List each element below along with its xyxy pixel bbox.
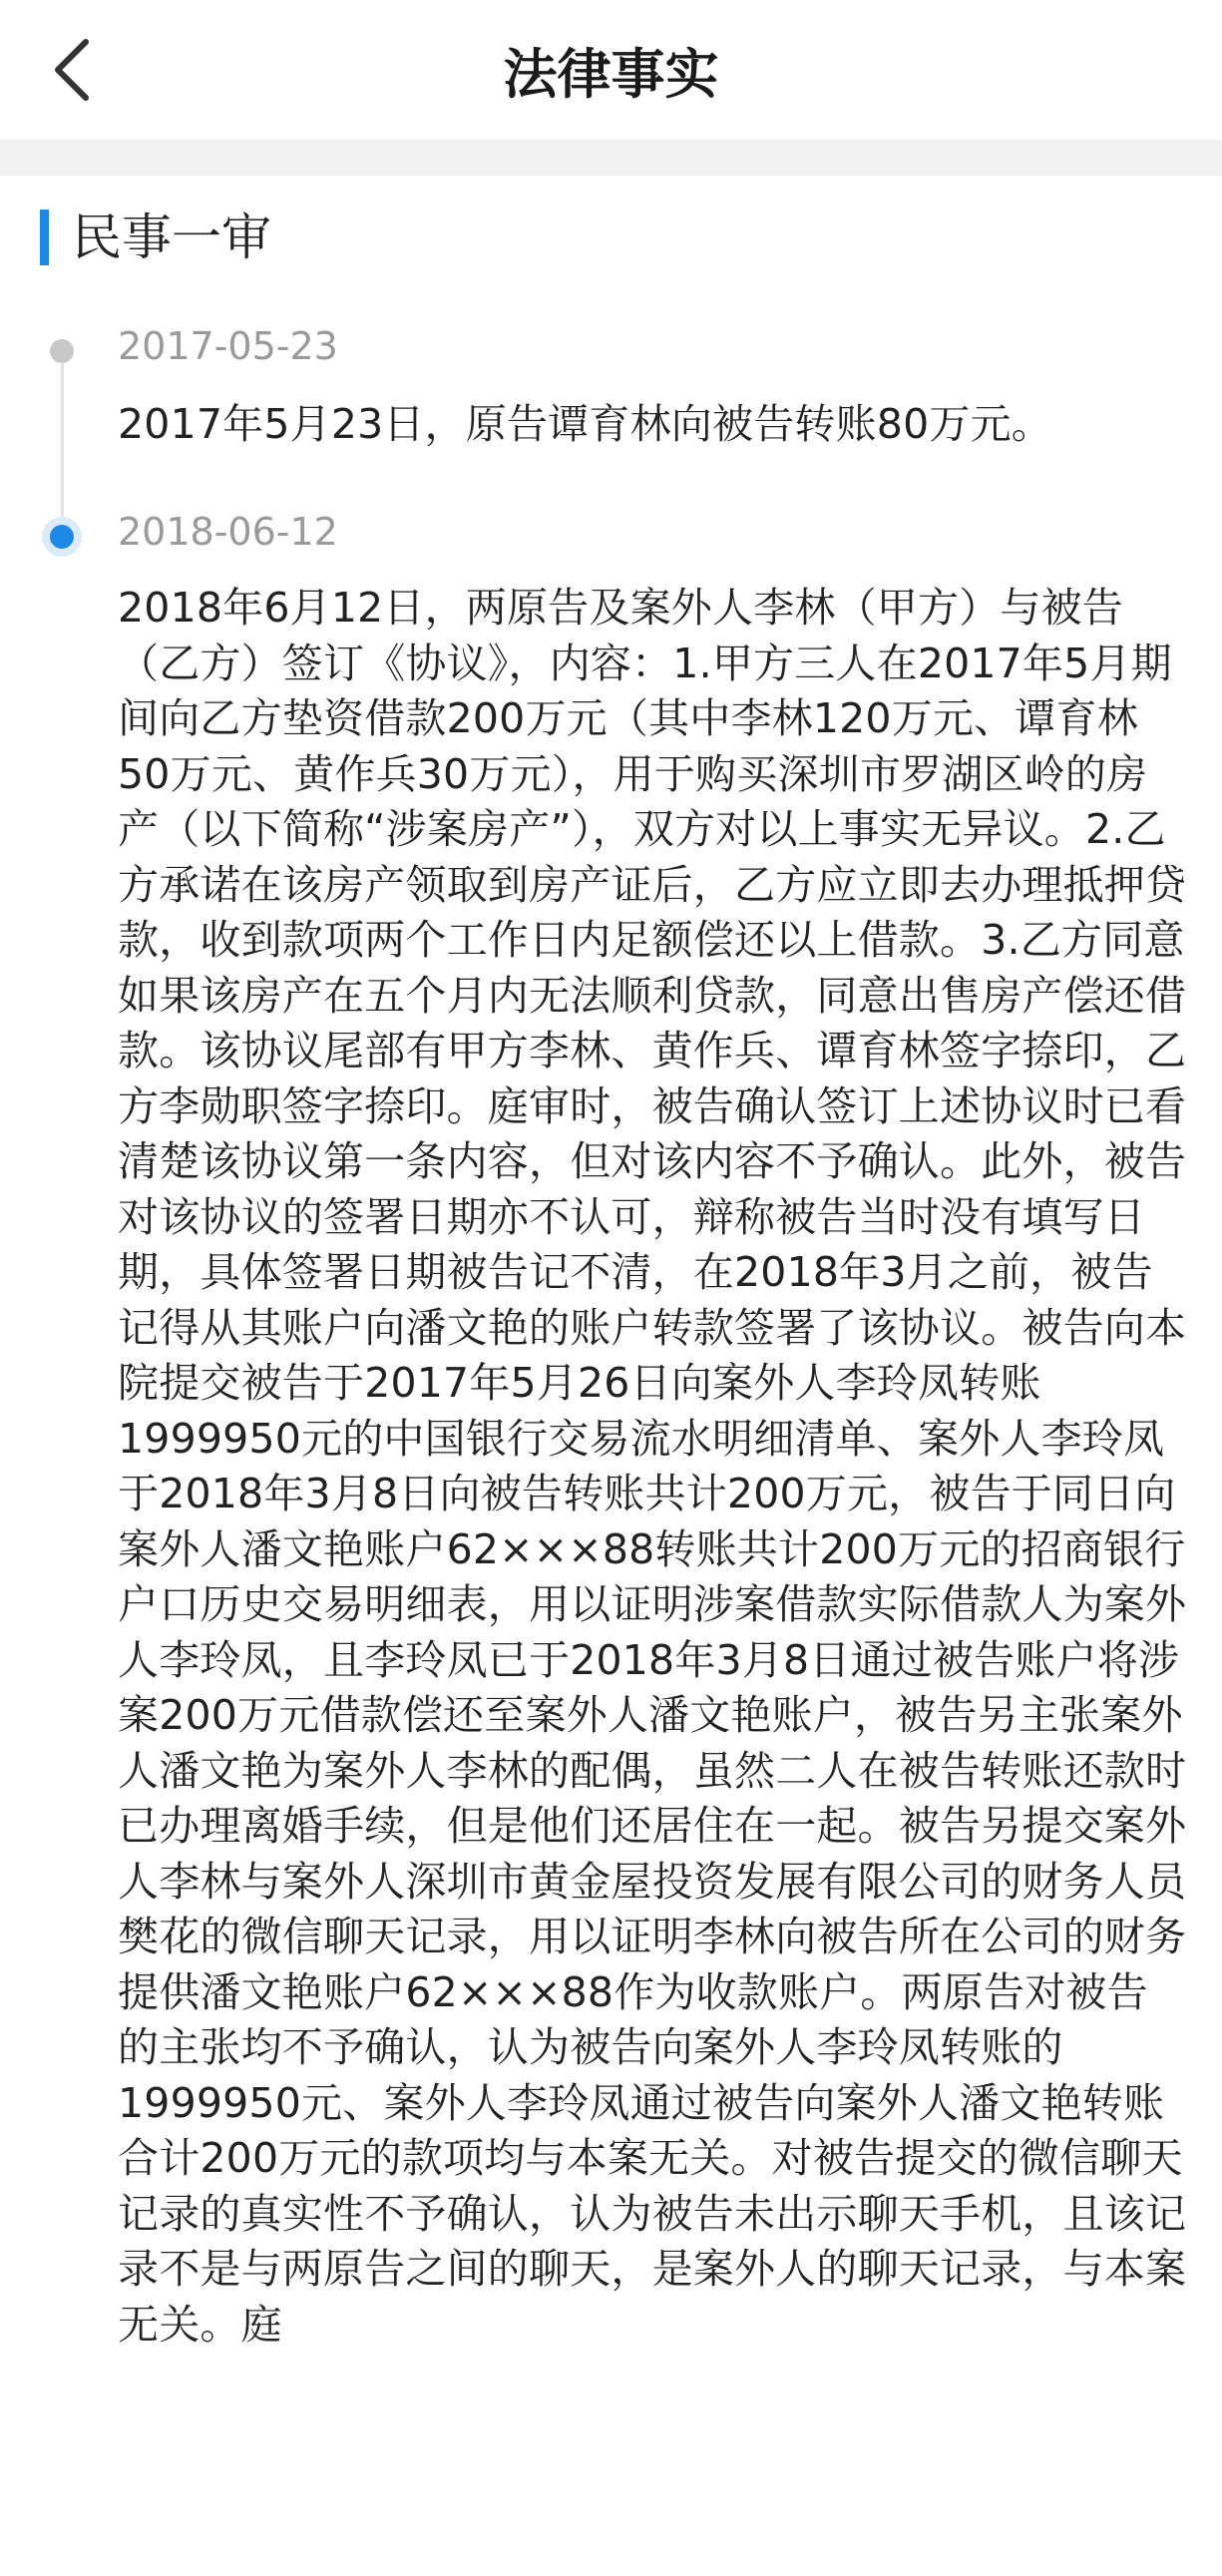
- section-title: 民事一审: [72, 209, 271, 266]
- section-header: [40, 208, 1137, 267]
- navigation-bar: [0, 0, 1222, 140]
- timeline-dot-active: [50, 525, 74, 549]
- page-title: 法律事实: [503, 43, 719, 106]
- timeline-entry-text: 2018年6月12日，两原告及案外人李林（甲方）与被告（乙方）签订《协议》，内容：1.甲方三人在2017年5月期间向乙方垫资借款200万元（其中李林120万元、谭育林50万元、黄作兵30万元），用于购买深圳市罗湖区岭的房产（以下简称“涉案房产”），双方对以上事实无异议。2.乙方承诺在该房产领取到房产证后，乙方应立即去办理抵押贷款，收到款项两个工作日内足额偿还以上借款。3.乙方同意如果该房产在五个月内无法顺利贷款，同意出售房产偿还借款。该协议尾部有甲方李林、黄作兵、谭育林签字捺印，乙方李勋职签字捺印。庭审时，被告确认签订上述协议时已看清楚该协议第一条内容，但对该内容不予确认。此外，被告对该协议的签署日期亦不认可，辩称被告当时没有填写日期，具体签署日期被告记不清，在2018年3月之前，被告记得从其账户向潘文艳的账户转款签署了该协议。被告向本院提交被告于2017年5月26日向案外人李玲凤转账1999950元的中国银行交易流水明细清单、案外人李玲凤于2018年3月8日向被告转账共计200万元，被告于同日向案外人潘文艳账户62×××88转账共计200万元的招商银行户口历史交易明细表，用以证明涉案借款实际借款人为案外人李玲凤，且李玲凤已于2018年3月8日通过被告账户将涉案200万元借款偿还至案外人潘文艳账户，被告另主张案外人潘文艳为案外人李林的配偶，虽然二人在被告转账还款时已办理离婚手续，但是他们还居住在一起。被告另提交案外人李林与案外人深圳市黄金屋投资发展有限公司的财务人员樊花的微信聊天记录，用以证明李林向被告所在公司的财务提供潘文艳账户62×××88作为收款账户。两原告对被告的主张均不予确认，认为被告向案外人李玲凤转账的1999950元、案外人李玲凤通过被告向案外人潘文艳转账合计200万元的款项均与本案无关。对被告提交的微信聊天记录的真实性不予确认，认为被告未出示聊天手机，且该记录不是与两原告之间的聊天，是案外人的聊天记录，与本案无关。庭: [118, 584, 1187, 2349]
- section-accent-bar: [40, 210, 49, 265]
- timeline-entry-date: 2018-06-12: [118, 510, 338, 554]
- header-divider: [0, 140, 1222, 176]
- timeline-dot-inactive: [50, 339, 74, 363]
- timeline-entry-text: 2017年5月23日，原告谭育林向被告转账80万元。: [118, 400, 1052, 448]
- timeline-connector: [61, 351, 64, 521]
- timeline-entry-date: 2017-05-23: [118, 324, 338, 368]
